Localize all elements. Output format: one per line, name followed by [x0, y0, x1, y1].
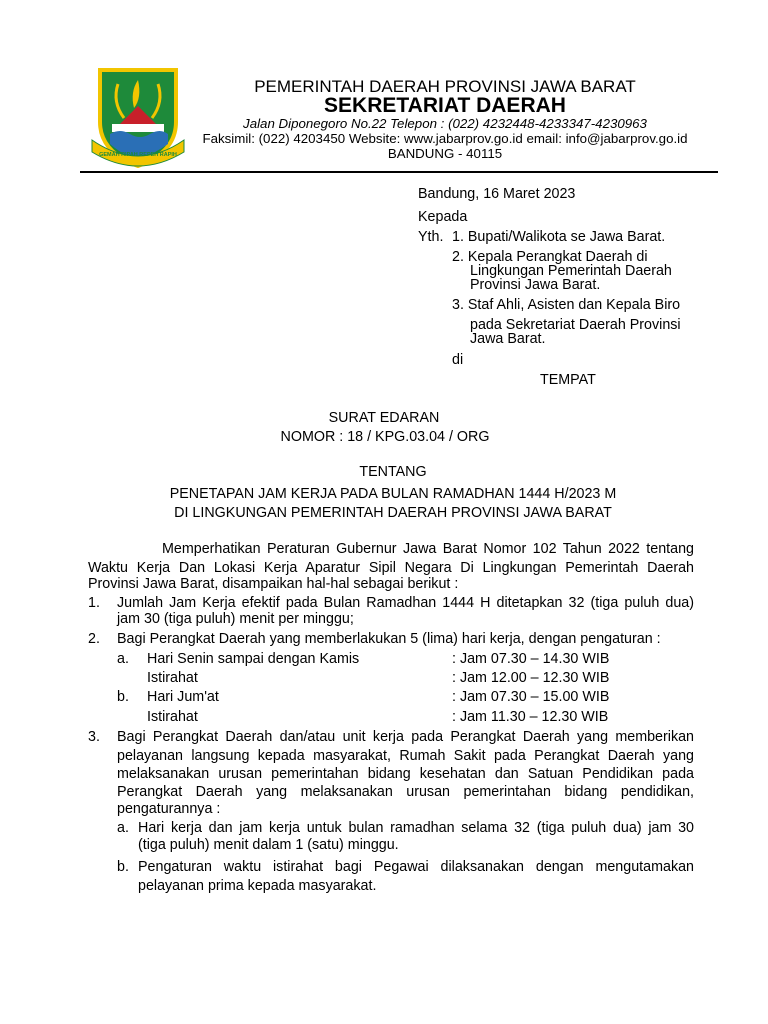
recipient-3: 3. Staf Ahli, Asisten dan Kepala Biro	[452, 297, 681, 313]
point-3b-letter: b.	[117, 859, 129, 875]
provincial-emblem-logo	[90, 62, 186, 168]
recipient-yth: Yth.	[418, 229, 444, 245]
point-3-line-2: pelayanan langsung kepada masyarakat, Rumah Sakit pada Perangkat Daerah yang	[117, 748, 694, 764]
document-number: NOMOR : 18 / KPG.03.04 / ORG	[280, 429, 490, 445]
schedule-a-break-time: : Jam 12.00 – 12.30 WIB	[452, 670, 610, 686]
intro-line-1: Memperhatikan Peraturan Gubernur Jawa Barat Nomor 102 Tahun 2022 tentang	[162, 541, 694, 557]
schedule-b-break-label: Istirahat	[147, 709, 198, 725]
subject-line-2: DI LINGKUNGAN PEMERINTAH DAERAH PROVINSI JAWA BARAT	[174, 505, 612, 521]
letterhead-contact: Faksimil: (022) 4203450 Website: www.jabarprov.go.id email: info@jabarprov.go.id	[202, 131, 688, 146]
recipient-place: TEMPAT	[540, 372, 596, 388]
schedule-b-label: Hari Jum'at	[147, 689, 219, 705]
point-1-text-cont: jam 30 (tiga puluh) menit per minggu;	[117, 611, 354, 627]
logo-motto-text: GEMAH RIPAH REPEH RAPIH	[99, 152, 177, 158]
letter-date: Bandung, 16 Maret 2023	[418, 186, 576, 202]
letterhead-divider	[80, 171, 718, 173]
schedule-a-letter: a.	[117, 651, 129, 667]
subject-heading: TENTANG	[359, 464, 427, 480]
point-3-line-3: melaksanakan urusan pemerintahan bidang kesehatan dan Satuan Pendidikan pada	[117, 766, 694, 782]
recipient-2: 2. Kepala Perangkat Daerah di	[452, 249, 648, 265]
point-3-line-4: Perangkat Daerah yang melaksanakan urusan pemerintahan bidang pendidikan,	[117, 784, 694, 800]
point-3-line-5: pengaturannya :	[117, 801, 221, 817]
point-3b-line-2: pelayanan prima kepada masyarakat.	[138, 878, 377, 894]
letterhead-office: SEKRETARIAT DAERAH	[324, 94, 566, 117]
intro-line-3: Provinsi Jawa Barat, disampaikan hal-hal sebagai berikut :	[88, 576, 459, 592]
point-3b-line-1: Pengaturan waktu istirahat bagi Pegawai dilaksanakan dengan mengutamakan	[138, 859, 694, 875]
point-3a-letter: a.	[117, 820, 129, 836]
intro-line-2: Waktu Kerja Dan Lokasi Kerja Aparatur Sipil Negara Di Lingkungan Pemerintah Daerah	[88, 560, 694, 576]
point-3a-line-2: (tiga puluh) menit dalam 1 (satu) minggu.	[138, 837, 399, 853]
point-3-number: 3.	[88, 729, 100, 745]
point-2-text: Bagi Perangkat Daerah yang memberlakukan 5 (lima) hari kerja, dengan pengaturan :	[117, 631, 661, 647]
recipient-heading: Kepada	[418, 209, 468, 225]
letterhead-government: PEMERINTAH DAERAH PROVINSI JAWA BARAT	[254, 77, 636, 96]
recipient-2-line2: Lingkungan Pemerintah Daerah	[470, 263, 672, 279]
schedule-a-time: : Jam 07.30 – 14.30 WIB	[452, 651, 610, 667]
point-1-number: 1.	[88, 595, 100, 611]
letterhead-address: Jalan Diponegoro No.22 Telepon : (022) 4232448-4233347-4230963	[243, 116, 647, 131]
recipient-3-line2: pada Sekretariat Daerah Provinsi	[470, 317, 681, 333]
recipient-2-line3: Provinsi Jawa Barat.	[470, 277, 601, 293]
point-2-number: 2.	[88, 631, 100, 647]
schedule-b-break-time: : Jam 11.30 – 12.30 WIB	[452, 709, 609, 725]
subject-line-1: PENETAPAN JAM KERJA PADA BULAN RAMADHAN 1444 H/2023 M	[169, 486, 617, 502]
point-1-text: Jumlah Jam Kerja efektif pada Bulan Ramadhan 1444 H ditetapkan 32 (tiga puluh dua)	[117, 595, 694, 611]
schedule-b-letter: b.	[117, 689, 129, 705]
letterhead-city: BANDUNG - 40115	[387, 146, 503, 161]
point-3-line-1: Bagi Perangkat Daerah dan/atau unit kerja pada Perangkat Daerah yang memberikan	[117, 729, 694, 745]
document-type: SURAT EDARAN	[328, 410, 440, 426]
recipient-di: di	[452, 352, 464, 368]
schedule-a-label: Hari Senin sampai dengan Kamis	[147, 651, 360, 667]
schedule-a-break-label: Istirahat	[147, 670, 198, 686]
recipient-1: 1. Bupati/Walikota se Jawa Barat.	[452, 229, 666, 245]
schedule-b-time: : Jam 07.30 – 15.00 WIB	[452, 689, 610, 705]
point-3a-line-1: Hari kerja dan jam kerja untuk bulan ramadhan selama 32 (tiga puluh dua) jam 30	[138, 820, 694, 836]
recipient-3-line3: Jawa Barat.	[470, 331, 546, 347]
